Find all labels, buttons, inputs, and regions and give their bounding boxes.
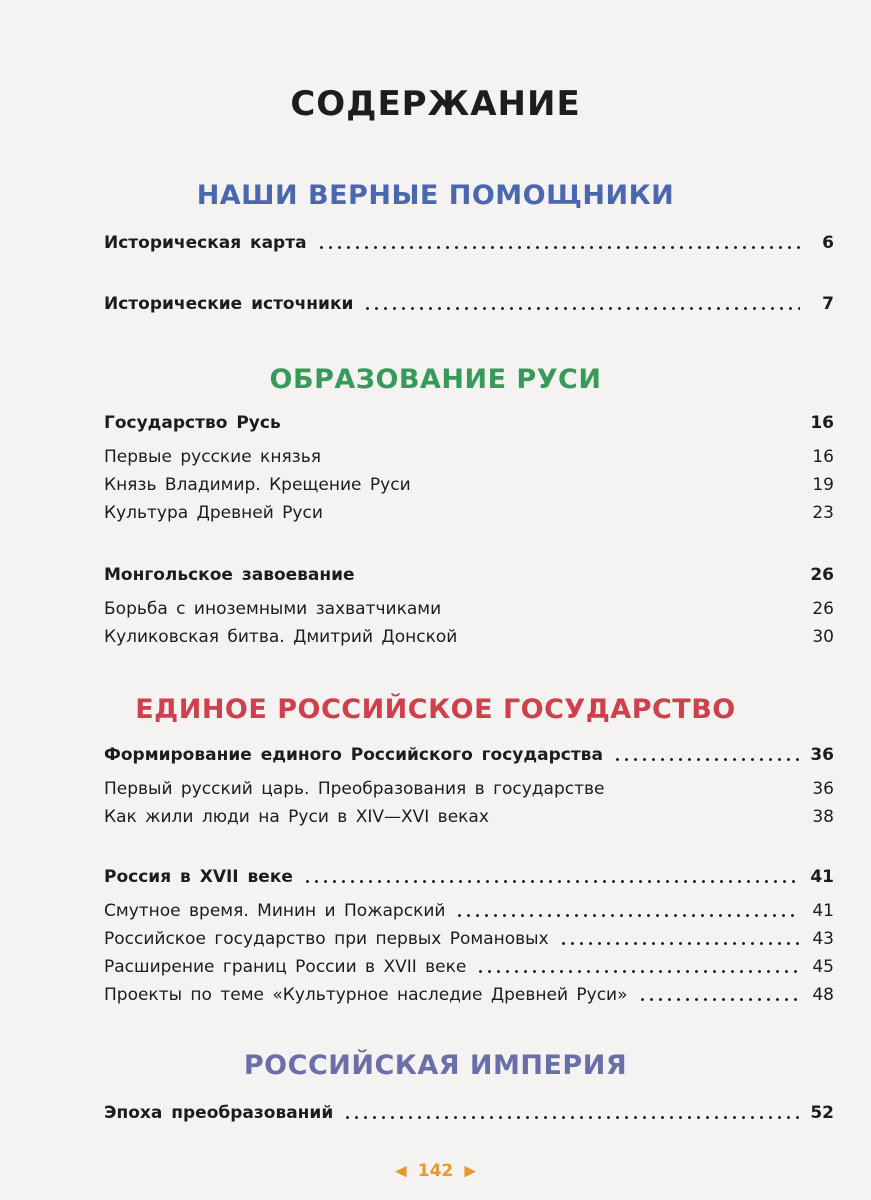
toc-entry[interactable] xyxy=(104,496,834,524)
dot-leader xyxy=(455,914,800,917)
toc-entry[interactable] xyxy=(104,860,834,888)
toc-entry[interactable] xyxy=(104,950,834,978)
toc-entry[interactable] xyxy=(104,406,834,434)
toc-entry-title: Расширение границ России в XVII веке xyxy=(104,957,467,977)
dot-leader xyxy=(363,307,800,310)
toc-entry-title: Борьба с иноземными захватчиками xyxy=(104,599,442,619)
toc-entry[interactable] xyxy=(104,894,834,922)
toc-entry-page: 43 xyxy=(812,929,834,949)
toc-entry-page: 41 xyxy=(810,867,834,887)
toc-entry[interactable] xyxy=(104,738,834,766)
toc-entry[interactable] xyxy=(104,772,834,800)
toc-entry[interactable] xyxy=(104,226,834,254)
toc-entry-title: Первый русский царь. Преобразования в государстве xyxy=(104,779,605,799)
toc-entry[interactable] xyxy=(104,800,834,828)
toc-entry-page: 41 xyxy=(812,901,834,921)
toc-entry-title: Историческая карта xyxy=(104,233,307,253)
toc-entry-page: 16 xyxy=(810,413,834,433)
section-heading-helpers: НАШИ ВЕРНЫЕ ПОМОЩНИКИ xyxy=(196,180,675,211)
toc-entry-page: 36 xyxy=(810,745,834,765)
toc-entry[interactable] xyxy=(104,1096,834,1124)
toc-entry-page: 38 xyxy=(812,807,834,827)
toc-entry-page: 19 xyxy=(812,475,834,495)
dot-leader xyxy=(317,246,800,249)
toc-entry-page: 7 xyxy=(822,294,834,314)
toc-entry[interactable] xyxy=(104,620,834,648)
page-number: 142 xyxy=(417,1160,454,1181)
toc-entry-title: Проекты по теме «Культурное наследие Древней Руси» xyxy=(104,985,628,1005)
section-heading-unified-state: ЕДИНОЕ РОССИЙСКОЕ ГОСУДАРСТВО xyxy=(135,694,736,725)
toc-entry-title: Культура Древней Руси xyxy=(104,503,323,523)
toc-entry-page: 26 xyxy=(812,599,834,619)
toc-entry-page: 48 xyxy=(812,985,834,1005)
toc-entry[interactable] xyxy=(104,440,834,468)
toc-entry-title: Государство Русь xyxy=(104,413,281,433)
toc-entry-title: Как жили люди на Руси в XIV—XVI веках xyxy=(104,807,489,827)
toc-entry-title: Формирование единого Российского государства xyxy=(104,745,603,765)
toc-entry-page: 45 xyxy=(812,957,834,977)
toc-entry-title: Российское государство при первых Романовых xyxy=(104,929,549,949)
toc-entry[interactable] xyxy=(104,978,834,1006)
toc-entry[interactable] xyxy=(104,287,834,315)
toc-entry-page: 30 xyxy=(812,627,834,647)
dot-leader xyxy=(343,1116,800,1119)
triangle-left-icon: ◀ xyxy=(395,1161,407,1180)
toc-entry[interactable] xyxy=(104,468,834,496)
toc-entry-page: 52 xyxy=(810,1103,834,1123)
dot-leader xyxy=(613,758,800,761)
toc-entry-title: Эпоха преобразований xyxy=(104,1103,334,1123)
section-heading-empire: РОССИЙСКАЯ ИМПЕРИЯ xyxy=(243,1050,628,1081)
toc-entry-title: Исторические источники xyxy=(104,294,354,314)
page-footer xyxy=(0,1160,871,1181)
toc-entry[interactable] xyxy=(104,922,834,950)
toc-entry-title: Первые русские князья xyxy=(104,447,321,467)
section-heading-rus: ОБРАЗОВАНИЕ РУСИ xyxy=(269,364,602,395)
page-title: СОДЕРЖАНИЕ xyxy=(290,84,581,124)
toc-entry-title: Куликовская битва. Дмитрий Донской xyxy=(104,627,458,647)
toc-entry-page: 26 xyxy=(810,565,834,585)
dot-leader xyxy=(476,970,800,973)
toc-entry[interactable] xyxy=(104,592,834,620)
toc-entry-title: Монгольское завоевание xyxy=(104,565,355,585)
dot-leader xyxy=(303,880,800,883)
toc-entry-page: 16 xyxy=(812,447,834,467)
toc-entry-page: 36 xyxy=(812,779,834,799)
toc-entry-title: Князь Владимир. Крещение Руси xyxy=(104,475,411,495)
toc-entry[interactable] xyxy=(104,558,834,586)
toc-entry-title: Россия в XVII веке xyxy=(104,867,293,887)
toc-entry-title: Смутное время. Минин и Пожарский xyxy=(104,901,446,921)
dot-leader xyxy=(559,942,800,945)
toc-entry-page: 6 xyxy=(822,233,834,253)
triangle-right-icon: ▶ xyxy=(464,1161,476,1180)
toc-entry-page: 23 xyxy=(812,503,834,523)
dot-leader xyxy=(638,998,800,1001)
